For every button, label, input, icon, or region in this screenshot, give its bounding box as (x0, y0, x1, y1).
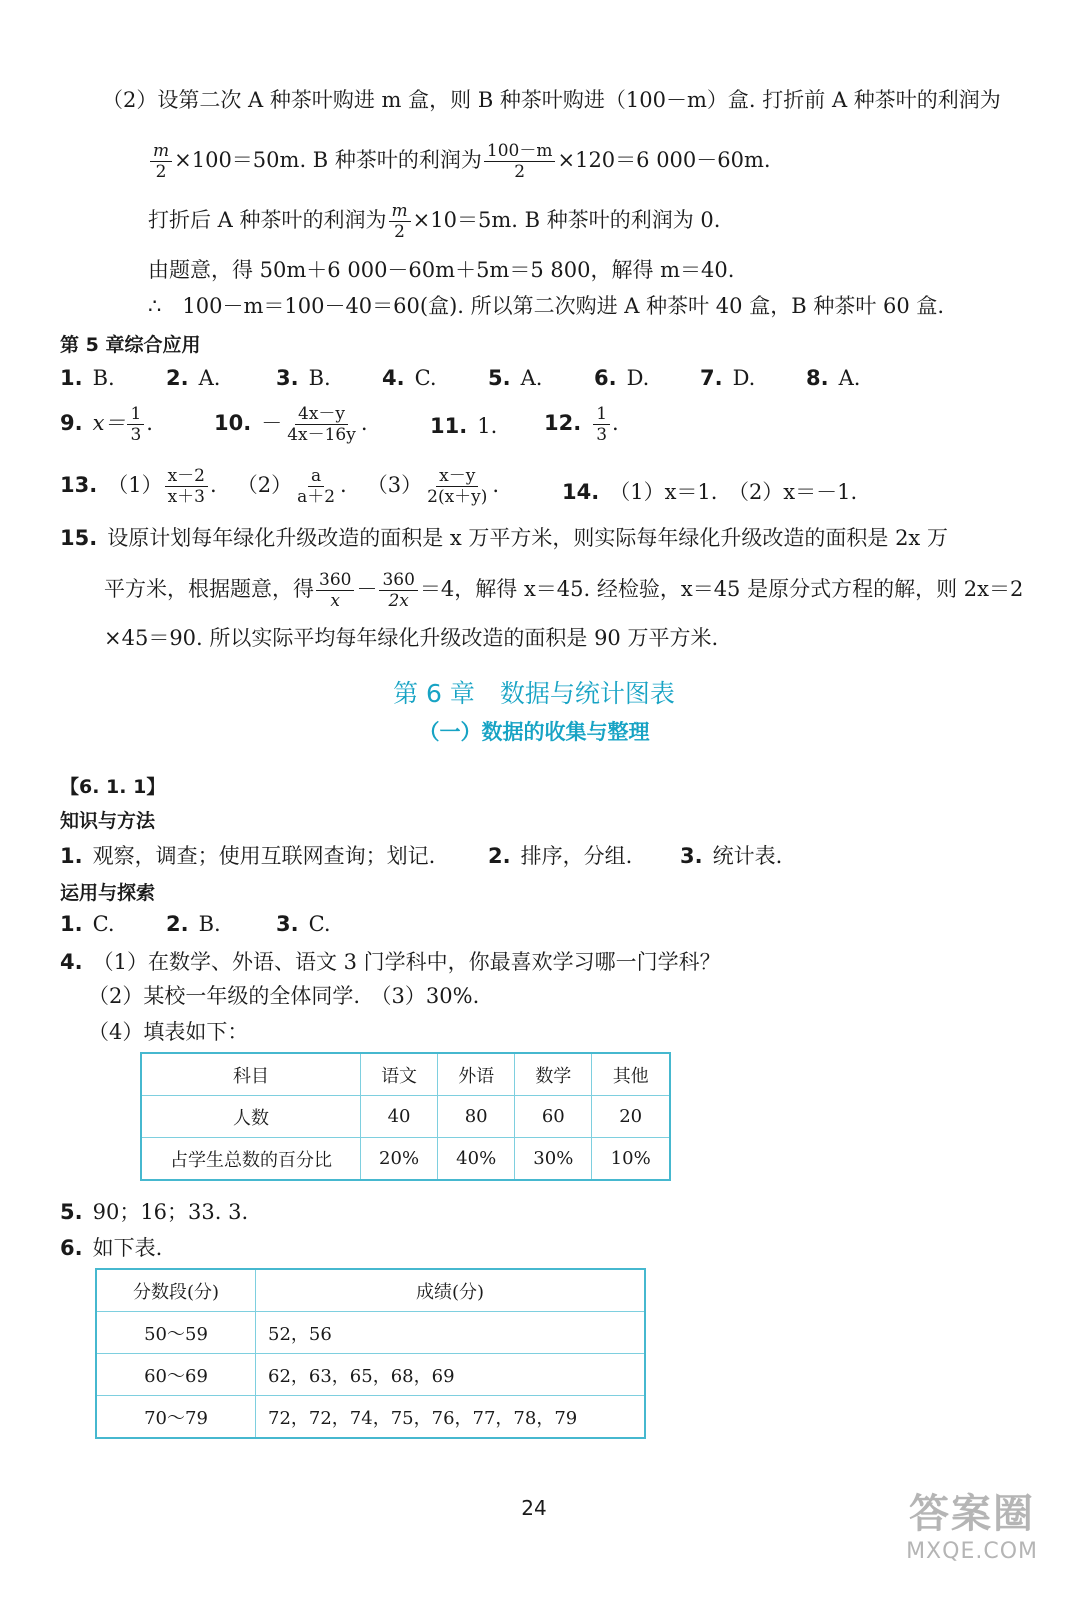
table-cell: 人数 (141, 1096, 361, 1138)
watermark: 答案圈 MXQE.COM (906, 1491, 1038, 1564)
answer: 3. 统计表. (680, 844, 783, 868)
answer-11: 11. 1. (430, 414, 498, 438)
table-header-cell: 分数段(分) (96, 1269, 256, 1312)
table-cell: 占学生总数的百分比 (141, 1138, 361, 1181)
answer-15-line-3: ×45＝90. 所以实际平均每年绿化升级改造的面积是 90 万平方米. (104, 626, 719, 650)
table-header-row (96, 1269, 645, 1312)
table-cell: 50～59 (96, 1312, 256, 1354)
p2-line-1: （2）设第二次 A 种茶叶购进 m 盒，则 B 种茶叶购进（100－m）盒. 打折前 A 种茶叶的利润为 (102, 88, 1001, 112)
answer: 1. C. (60, 912, 115, 936)
fraction: $\frac{m}{2}$ (150, 141, 172, 182)
table-cell: 语文 (361, 1053, 438, 1096)
table-cell: 40 (361, 1096, 438, 1138)
chapter6-subtitle: （一）数据的收集与整理 (418, 720, 650, 744)
page-number: 24 (521, 1496, 547, 1520)
answer: 3. B. (276, 366, 331, 390)
table-row (141, 1053, 670, 1096)
answer-4-line-1: 4. （1）在数学、外语、语文 3 门学科中，你最喜欢学习哪一门学科？ (60, 950, 721, 974)
answer: 7. D. (700, 366, 756, 390)
answer: 6. D. (594, 366, 650, 390)
answer: 2. 排序，分组. (488, 844, 633, 868)
answer-13: 13. （1） $\frac{x-2}{x+3}$ . （2） $\frac{a}{a+2}$ . （3） $\frac{x-y}{2(x+y)}$ . (60, 466, 500, 507)
subject-table (140, 1052, 671, 1181)
chapter6-title: 第 6 章 数据与统计图表 (393, 679, 675, 708)
answer-14: 14. （1）x＝1. （2）x＝－1. (562, 480, 858, 504)
table-cell: 外语 (438, 1053, 515, 1096)
table-row (141, 1138, 670, 1181)
answer-12: 12. $\frac{1}{3}$ . (544, 404, 619, 445)
answer-10: 10. － $\frac{4x-y}{4x-16y}$ . (214, 404, 368, 445)
table-cell: 30% (515, 1138, 592, 1181)
fraction: $\frac{m}{2}$ (389, 201, 411, 242)
table-cell: 20% (361, 1138, 438, 1181)
p2-line-2: $\frac{m}{2}$ ×100＝50m. B 种茶叶的利润为 $\frac{100-m}{2}$ ×120＝6 000－60m. (148, 138, 771, 182)
answer-4-line-3: （4）填表如下： (88, 1020, 249, 1044)
application-heading: 运用与探索 (60, 882, 156, 904)
table-cell: 72，72，74，75，76，77，78，79 (256, 1396, 646, 1439)
answer: 1. B. (60, 366, 115, 390)
p2-line-3: 打折后 A 种茶叶的利润为 $\frac{m}{2}$ ×10＝5m. B 种茶叶的利润为 0. (148, 201, 721, 242)
table-cell: 62，63，65，68，69 (256, 1354, 646, 1396)
p2-line-4: 由题意，得 50m＋6 000－60m＋5m＝5 800，解得 m＝40. (148, 258, 735, 282)
table-row (96, 1396, 645, 1439)
score-table (95, 1268, 646, 1439)
answer: 5. A. (488, 366, 543, 390)
table-row (141, 1096, 670, 1138)
answer-9: 9. x＝ $\frac{1}{3}$ . (60, 404, 153, 445)
table-header-cell: 成绩(分) (256, 1269, 646, 1312)
answer: 8. A. (806, 366, 861, 390)
answer-6: 6. 如下表. (60, 1236, 163, 1260)
answer: 2. A. (166, 366, 221, 390)
p2-line-5: ∴ 100－m＝100－40＝60(盒). 所以第二次购进 A 种茶叶 40 盒，B 种茶叶 60 盒. (148, 294, 945, 318)
table-cell: 70～79 (96, 1396, 256, 1439)
answer-4-line-2: （2）某校一年级的全体同学. （3）30%. (88, 984, 480, 1008)
table-cell: 数学 (515, 1053, 592, 1096)
table-cell: 60～69 (96, 1354, 256, 1396)
chapter5-heading: 第 5 章综合应用 (60, 334, 201, 356)
section-6-1-1: 【6. 1. 1】 (60, 776, 166, 798)
fraction: $\frac{100-m}{2}$ (484, 141, 556, 182)
answer-5: 5. 90；16；33. 3. (60, 1200, 249, 1224)
table-cell: 科目 (141, 1053, 361, 1096)
table-cell: 60 (515, 1096, 592, 1138)
answer: 1. 观察，调查；使用互联网查询；划记. (60, 844, 436, 868)
table-cell: 40% (438, 1138, 515, 1181)
table-cell: 20 (592, 1096, 670, 1138)
table-row (96, 1312, 645, 1354)
answer: 2. B. (166, 912, 221, 936)
answer: 3. C. (276, 912, 331, 936)
table-row (96, 1354, 645, 1396)
answer-15-line-2: 平方米，根据题意，得 $\frac{360}{x}$ － $\frac{360}{2x}$ ＝4，解得 x＝45. 经检验，x＝45 是原分式方程的解，则 2x＝2 (104, 570, 1024, 611)
table-cell: 10% (592, 1138, 670, 1181)
table-cell: 其他 (592, 1053, 670, 1096)
table-cell: 52，56 (256, 1312, 646, 1354)
answer-15-line-1: 15. 设原计划每年绿化升级改造的面积是 x 万平方米，则实际每年绿化升级改造的面积是 2x 万 (60, 526, 948, 550)
table-cell: 80 (438, 1096, 515, 1138)
knowledge-heading: 知识与方法 (60, 810, 156, 832)
answer: 4. C. (382, 366, 437, 390)
